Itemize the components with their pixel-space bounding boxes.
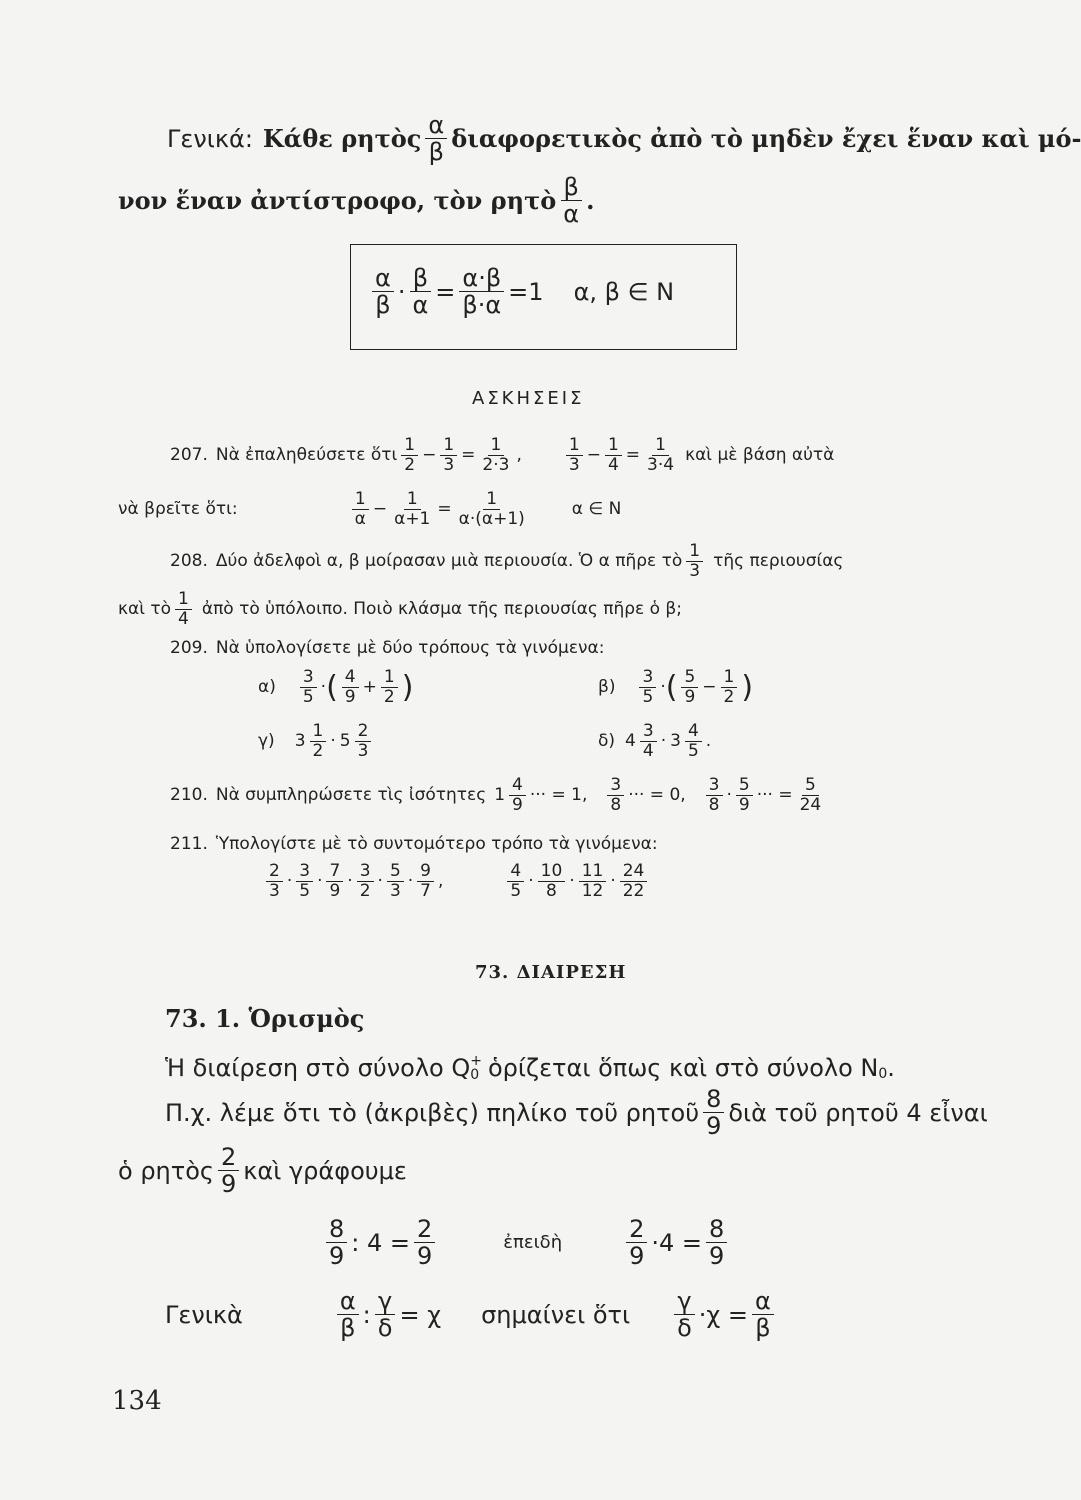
numerator: 1 xyxy=(483,490,500,510)
denominator: β xyxy=(340,1314,356,1343)
math-symbol: 0 xyxy=(878,1066,888,1082)
numerator: 3 xyxy=(639,668,656,688)
fraction xyxy=(440,436,457,474)
denominator: 2 xyxy=(383,686,395,707)
denominator: 8 xyxy=(708,794,720,815)
numerator: 1 xyxy=(404,490,421,510)
intro-bold-text-1: Κάθε ρητὸς xyxy=(262,124,422,154)
numerator: 3 xyxy=(357,862,374,882)
section-title: 73. ΔΙΑΙΡΕΣΗ xyxy=(475,962,627,983)
math-symbol: . xyxy=(887,1054,895,1082)
numerator: 8 xyxy=(326,1216,347,1243)
math-symbol: : 4 = xyxy=(351,1228,411,1257)
numerator: 1 xyxy=(652,436,669,456)
numerator: 2 xyxy=(355,722,372,742)
math-symbol: · xyxy=(610,871,616,892)
exercise-text: καὶ μὲ βάση αὐτὰ xyxy=(685,445,835,466)
fraction xyxy=(626,1216,647,1270)
numerator: 4 xyxy=(507,862,524,882)
denominator: 9 xyxy=(706,1112,722,1141)
numerator: γ xyxy=(375,1288,395,1315)
numerator: α xyxy=(425,112,447,139)
fraction xyxy=(685,722,702,760)
fraction xyxy=(605,436,622,474)
denominator: 3 xyxy=(443,454,455,475)
page-number: 134 xyxy=(112,1386,162,1416)
exercise-209-a xyxy=(258,668,413,706)
fraction xyxy=(674,1288,695,1342)
math-symbol: = χ xyxy=(399,1300,442,1329)
exercise-211-line-1 xyxy=(170,834,658,854)
numerator: 5 xyxy=(802,776,819,796)
math-symbol: ·χ = xyxy=(698,1300,748,1329)
numerator: 3 xyxy=(300,668,317,688)
denominator: 8 xyxy=(546,880,557,901)
math-symbol: · xyxy=(330,731,336,752)
intro-line-1 xyxy=(167,112,1081,166)
math-symbol: : xyxy=(362,1300,371,1329)
denominator: 3 xyxy=(568,454,580,475)
fraction xyxy=(644,436,677,474)
condition: α ∈ N xyxy=(571,499,622,520)
math-symbol: 3 xyxy=(294,731,306,752)
math-symbol: ) xyxy=(401,669,414,705)
exercise-210 xyxy=(170,776,828,814)
fraction xyxy=(326,862,343,900)
math-symbol: Γενικὰ xyxy=(165,1300,243,1329)
denominator: 9 xyxy=(512,794,523,815)
numerator: 1 xyxy=(721,668,738,688)
numerator: β xyxy=(561,174,582,201)
math-symbol: , xyxy=(438,871,444,892)
math-symbol: σημαίνει ὅτι xyxy=(481,1300,631,1329)
fraction xyxy=(538,862,566,900)
math-symbol: ὁρίζεται ὅπως καὶ στὸ σύνολο N xyxy=(487,1054,879,1082)
math-symbol: = xyxy=(437,499,452,520)
numerator: 1 xyxy=(488,436,505,456)
exercise-number: 207. xyxy=(170,445,208,466)
numerator: 2 xyxy=(218,1144,239,1171)
fraction xyxy=(417,862,434,900)
numerator: 8 xyxy=(706,1216,727,1243)
denominator: β·α xyxy=(462,291,502,320)
denominator: 4 xyxy=(178,608,189,629)
numerator: 1 xyxy=(401,436,418,456)
fraction xyxy=(352,490,369,528)
numerator: 24 xyxy=(620,862,648,882)
numerator: 1 xyxy=(175,590,192,610)
exercise-209-b xyxy=(598,668,753,706)
exercise-number: 208. xyxy=(170,551,208,572)
numerator: 1 xyxy=(566,436,583,456)
math-symbol: · xyxy=(320,677,327,698)
math-symbol: α) xyxy=(258,677,276,698)
numerator: 1 xyxy=(686,542,703,562)
denominator: 9 xyxy=(629,1242,645,1271)
intro-fraction-a xyxy=(425,112,447,166)
numerator: 1 xyxy=(352,490,369,510)
denominator: 4 xyxy=(607,454,619,475)
denominator: 24 xyxy=(799,794,822,815)
math-symbol: καὶ γράφουμε xyxy=(243,1156,407,1185)
fraction xyxy=(686,542,703,580)
exercise-text: Νὰ συμπληρώσετε τὶς ἰσότητες xyxy=(215,785,487,806)
exercise-text: νὰ βρεῖτε ὅτι: xyxy=(118,499,238,520)
numerator: 4 xyxy=(509,776,526,796)
exercise-211-products xyxy=(262,862,651,900)
denominator: 9 xyxy=(417,1242,433,1271)
denominator: 7 xyxy=(420,880,431,901)
numerator: α xyxy=(752,1288,774,1315)
numerator: 1 xyxy=(440,436,457,456)
numerator: 3 xyxy=(296,862,313,882)
denominator: β xyxy=(755,1314,771,1343)
exercise-209-c xyxy=(258,722,375,760)
denominator: 9 xyxy=(738,794,750,815)
fraction xyxy=(175,590,192,628)
numerator: 1 xyxy=(381,668,398,688)
boxed-formula xyxy=(368,265,674,319)
numerator: 5 xyxy=(736,776,753,796)
formula-fraction-1 xyxy=(372,265,394,319)
fraction xyxy=(640,722,657,760)
math-symbol: + 0 xyxy=(470,1053,482,1083)
section-line-3 xyxy=(118,1144,407,1198)
formula-fraction-2 xyxy=(409,265,431,319)
exercises-title: ΑΣΚΗΣΕΙΣ xyxy=(472,388,585,409)
denominator: 9 xyxy=(329,1242,345,1271)
math-symbol: ·4 = xyxy=(651,1228,703,1257)
math-symbol: ( xyxy=(326,669,338,705)
exercise-text: Δύο ἀδελφοὶ α, β μοίρασαν μιὰ περιουσία. Ὁ α πῆρε τὸ xyxy=(215,551,683,572)
section-subtitle: 73. 1. Ὁρισμὸς xyxy=(165,1004,365,1033)
denominator: 9 xyxy=(344,686,356,707)
math-symbol: 1 xyxy=(494,785,506,806)
section-general xyxy=(165,1288,778,1342)
intro-line-2 xyxy=(118,174,594,228)
fraction xyxy=(401,436,418,474)
math-symbol: ( xyxy=(665,669,678,705)
math-symbol: · xyxy=(660,677,666,698)
fraction xyxy=(752,1288,774,1342)
exercise-text: Ὑπολογίστε μὲ τὸ συντομότερο τρόπο τὰ γινόμενα: xyxy=(215,834,658,854)
math-symbol: β) xyxy=(598,677,616,698)
fraction xyxy=(266,862,283,900)
exercise-text: τῆς περιουσίας xyxy=(713,551,844,572)
denominator: 3 xyxy=(269,880,280,901)
numerator: 7 xyxy=(326,862,343,882)
fraction xyxy=(797,776,825,814)
math-symbol: · xyxy=(569,871,575,892)
fraction xyxy=(639,668,656,706)
exercise-208-line-1 xyxy=(170,542,843,580)
section-equation xyxy=(322,1216,731,1270)
intro-fraction-b xyxy=(560,174,582,228)
denominator: 9 xyxy=(329,880,341,901)
fraction xyxy=(387,862,404,900)
fraction xyxy=(300,668,317,706)
denominator: β xyxy=(428,138,444,167)
numerator: 3 xyxy=(706,776,723,796)
math-symbol: − xyxy=(586,445,601,466)
denominator: α+1 xyxy=(394,508,431,529)
denominator: 12 xyxy=(581,880,604,901)
denominator: 2 xyxy=(359,880,371,901)
numerator: α xyxy=(337,1288,359,1315)
math-symbol: 3 xyxy=(670,731,681,752)
numerator: 4 xyxy=(685,722,702,742)
fraction xyxy=(310,722,327,760)
numerator: α·β xyxy=(459,265,504,292)
intro-bold-text-2: διαφορετικὸς ἀπὸ τὸ μηδὲν ἔχει ἕναν καὶ μό- xyxy=(451,124,1081,154)
math-symbol: διὰ τοῦ ρητοῦ 4 εἶναι xyxy=(728,1098,988,1127)
denominator: 5 xyxy=(642,686,654,707)
math-symbol: · xyxy=(377,871,383,892)
fraction xyxy=(414,1216,435,1270)
exercise-text: Νὰ ἐπαληθεύσετε ὅτι xyxy=(215,445,398,466)
fraction xyxy=(507,862,524,900)
fraction xyxy=(375,1288,396,1342)
math-symbol: Ἡ διαίρεση στὸ σύνολο Q xyxy=(165,1054,471,1082)
exercise-text: καὶ τὸ xyxy=(118,599,172,620)
section-line-1 xyxy=(165,1054,895,1082)
fraction xyxy=(703,1086,724,1140)
numerator: 4 xyxy=(342,668,359,688)
fraction xyxy=(326,1216,347,1270)
numerator: 1 xyxy=(605,436,622,456)
general-label: Γενικά: xyxy=(167,124,253,153)
numerator: 5 xyxy=(681,668,698,688)
fraction xyxy=(721,668,738,706)
fraction xyxy=(381,668,398,706)
fraction xyxy=(566,436,583,474)
math-symbol: ) xyxy=(741,669,754,705)
exercise-number: 211. xyxy=(170,834,208,854)
math-symbol: Π.χ. λέμε ὅτι τὸ (ἀκριβὲς) πηλίκο τοῦ ρητοῦ xyxy=(165,1098,700,1127)
math-symbol: · xyxy=(407,871,414,892)
math-symbol: + xyxy=(362,677,377,698)
numerator: 2 xyxy=(626,1216,647,1243)
math-symbol: = xyxy=(625,445,641,466)
denominator: α·(α+1) xyxy=(458,508,525,529)
fraction xyxy=(355,722,372,760)
denominator: 2 xyxy=(723,686,735,707)
denominator: 8 xyxy=(610,794,622,815)
math-symbol: , xyxy=(516,445,522,466)
denominator: 3 xyxy=(357,740,369,761)
math-symbol: · xyxy=(347,871,353,892)
fraction xyxy=(456,490,528,528)
formula-condition: α, β ∈ N xyxy=(573,277,675,306)
exercise-209-d xyxy=(598,722,711,760)
math-symbol: · xyxy=(286,871,293,892)
denominator: α xyxy=(563,200,580,229)
denominator: 3 xyxy=(389,880,401,901)
numerator: 2 xyxy=(414,1216,435,1243)
fraction xyxy=(342,668,359,706)
exercise-number: 209. xyxy=(170,638,208,658)
fraction xyxy=(579,862,607,900)
math-symbol: · xyxy=(726,785,732,806)
fraction xyxy=(706,1216,727,1270)
formula-equals-one: =1 xyxy=(508,277,544,306)
formula-equals: = xyxy=(435,277,456,306)
exercise-207-line-2 xyxy=(118,490,621,528)
denominator: 5 xyxy=(302,686,314,707)
denominator: 9 xyxy=(220,1170,237,1199)
numerator: 11 xyxy=(579,862,607,882)
denominator: 3 xyxy=(689,560,701,581)
denominator: α xyxy=(412,291,429,320)
fraction xyxy=(509,776,526,814)
denominator: 9 xyxy=(709,1242,725,1271)
intro-period: . xyxy=(586,186,595,216)
denominator: 5 xyxy=(299,880,311,901)
exercise-209-line-1 xyxy=(170,638,604,658)
denominator: β xyxy=(375,291,391,320)
denominator: 2 xyxy=(404,454,416,475)
numerator: 9 xyxy=(417,862,434,882)
exercise-207-line-1 xyxy=(170,436,834,474)
fraction xyxy=(681,668,698,706)
denominator: α xyxy=(354,508,366,529)
formula-fraction-3 xyxy=(459,265,504,319)
denominator: 2·3 xyxy=(482,454,510,475)
denominator: 2 xyxy=(312,740,324,761)
math-symbol: ··· = 0, xyxy=(628,785,686,806)
numerator: 10 xyxy=(538,862,566,882)
math-symbol: ὁ ρητὸς xyxy=(118,1156,214,1185)
numerator: 2 xyxy=(266,862,283,882)
denominator: 4 xyxy=(642,740,654,761)
fraction xyxy=(479,436,512,474)
numerator: 1 xyxy=(310,722,327,742)
math-symbol: − xyxy=(422,445,437,466)
fraction xyxy=(706,776,723,814)
math-symbol: ··· = xyxy=(756,785,793,806)
math-symbol: δ) xyxy=(598,731,616,752)
fraction xyxy=(218,1144,239,1198)
fraction xyxy=(296,862,313,900)
exercise-208-line-2 xyxy=(118,590,682,628)
fraction xyxy=(607,776,624,814)
math-symbol: − xyxy=(372,499,388,520)
exercise-number: 210. xyxy=(170,785,208,806)
math-symbol: . xyxy=(705,731,712,752)
math-symbol: · xyxy=(660,731,667,752)
math-symbol: − xyxy=(702,677,717,698)
denominator: δ xyxy=(677,1314,692,1343)
numerator: 3 xyxy=(640,722,657,742)
numerator: 5 xyxy=(387,862,404,882)
math-symbol: · xyxy=(317,871,323,892)
numerator: β xyxy=(410,265,431,292)
fraction xyxy=(620,862,648,900)
denominator: 5 xyxy=(687,740,699,761)
math-symbol: · xyxy=(528,871,534,892)
denominator: 22 xyxy=(622,880,645,901)
math-symbol: 5 xyxy=(339,731,351,752)
fraction xyxy=(736,776,753,814)
math-symbol: 4 xyxy=(625,731,636,752)
fraction xyxy=(357,862,374,900)
math-symbol: = xyxy=(461,445,476,466)
denominator: δ xyxy=(377,1314,393,1343)
denominator: 9 xyxy=(684,686,696,707)
math-symbol: ··· = 1, xyxy=(529,785,588,806)
exercise-text: Νὰ ὑπολογίσετε μὲ δύο τρόπους τὰ γινόμενα: xyxy=(215,638,605,658)
numerator: γ xyxy=(674,1288,694,1315)
denominator: 3·4 xyxy=(647,454,675,475)
section-line-2 xyxy=(165,1086,988,1140)
denominator: 5 xyxy=(510,880,522,901)
formula-dot: · xyxy=(397,277,406,306)
math-symbol: γ) xyxy=(258,731,275,752)
numerator: 3 xyxy=(607,776,624,796)
exercise-text: ἀπὸ τὸ ὑπόλοιπο. Ποιὸ κλάσμα τῆς περιουσίας πῆρε ὁ β; xyxy=(201,599,682,620)
intro-bold-text-3: νον ἕναν ἀντίστροφο, τὸν ρητὸ xyxy=(118,186,557,216)
math-symbol: ἐπειδὴ xyxy=(503,1232,563,1254)
numerator: α xyxy=(372,265,394,292)
fraction xyxy=(337,1288,359,1342)
numerator: 8 xyxy=(703,1086,724,1113)
fraction xyxy=(391,490,433,528)
